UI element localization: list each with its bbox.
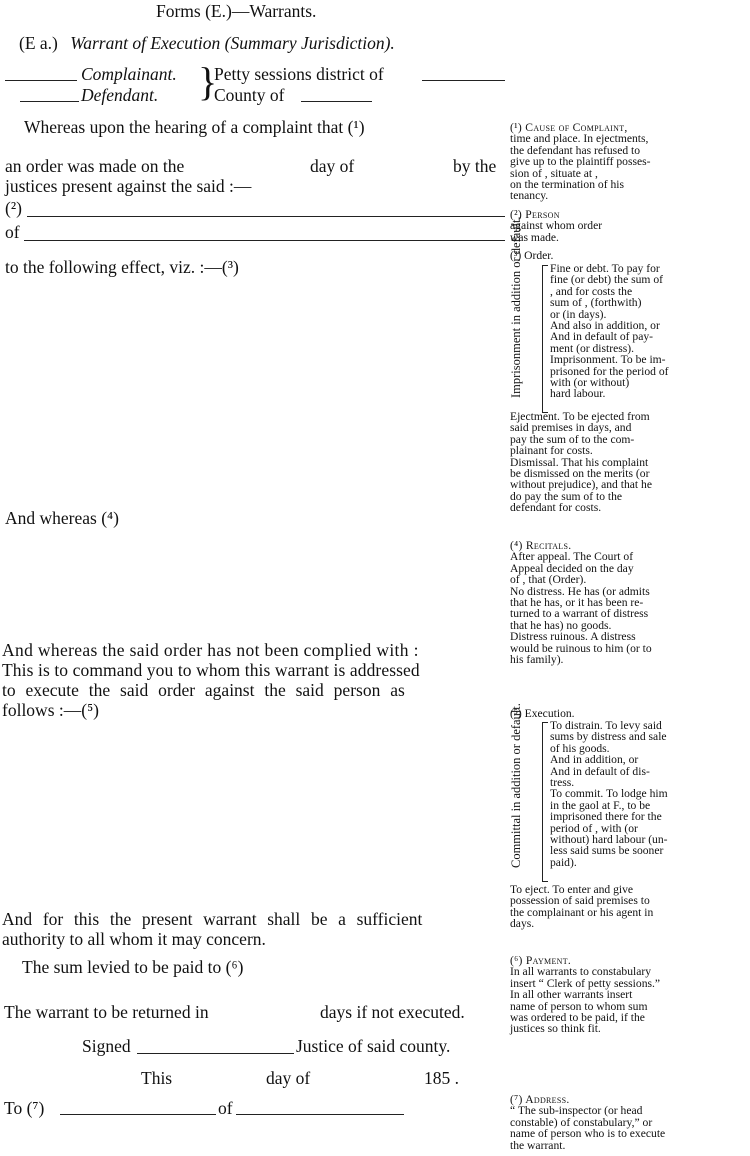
note-line: time and place. In ejectments, bbox=[510, 132, 649, 146]
ref-2: (²) bbox=[5, 198, 22, 218]
form-code: (E a.) bbox=[19, 33, 58, 53]
note-line: Imprisonment. To be im- bbox=[550, 353, 666, 367]
note-5-brace bbox=[542, 722, 548, 882]
note-line: give up to the plaintiff posses- bbox=[510, 155, 651, 169]
note-1-lines bbox=[510, 133, 651, 201]
note-line: And in default of dis- bbox=[550, 764, 650, 778]
note-line: name of person who is to execute bbox=[510, 1127, 666, 1141]
form-heading bbox=[19, 33, 395, 53]
person-blank bbox=[27, 216, 505, 217]
note-line: his family). bbox=[510, 653, 564, 667]
note-line: sum of , (forthwith) bbox=[550, 296, 642, 310]
addressee-blank bbox=[60, 1114, 216, 1115]
note-3-brace bbox=[542, 265, 548, 413]
returned-text: The warrant to be returned in bbox=[4, 1002, 209, 1022]
note-line: be dismissed on the merits (or bbox=[510, 467, 650, 481]
complainant-label: Complainant. bbox=[81, 64, 177, 84]
command-line-1: This is to command you to whom this warrant is addressed bbox=[2, 660, 420, 680]
note-line: And in default of pay- bbox=[550, 330, 654, 344]
note-line: insert “ Clerk of petty sessions.” bbox=[510, 976, 661, 990]
note-5-lines bbox=[510, 884, 653, 930]
day-of-text: day of bbox=[310, 156, 355, 176]
order-made-text: an order was made on the bbox=[5, 156, 185, 176]
signature-blank bbox=[137, 1053, 294, 1054]
note-line: of , that (Order). bbox=[510, 573, 587, 587]
note-line: Dismissal. That his complaint bbox=[510, 455, 649, 469]
note-line: ment (or distress). bbox=[550, 341, 635, 355]
note-line: To distrain. To levy said bbox=[550, 719, 662, 732]
days-not-executed-text: days if not executed. bbox=[320, 1002, 465, 1022]
by-the-text: by the bbox=[453, 156, 497, 176]
note-line: name of person to whom sum bbox=[510, 999, 648, 1013]
note-line: said premises in days, and bbox=[510, 421, 632, 435]
note-line: And in addition, or bbox=[550, 753, 639, 767]
to-addressee: To (⁷) bbox=[4, 1098, 45, 1118]
note-line: Appeal decided on the day bbox=[510, 561, 634, 575]
note-line: of his goods. bbox=[550, 741, 610, 755]
district-label: Petty sessions district of bbox=[214, 64, 384, 84]
note-line: do pay the sum of to the bbox=[510, 489, 623, 503]
command-line-3: follows :—(⁵) bbox=[2, 700, 99, 720]
page-title: Forms (E.)—Warrants. bbox=[156, 1, 317, 21]
note-line: In all warrants to constabulary bbox=[510, 965, 652, 979]
note-line: In all other warrants insert bbox=[510, 988, 633, 1002]
note-line: fine (or debt) the sum of bbox=[550, 273, 664, 287]
note-line: Fine or debt. To pay for bbox=[550, 262, 660, 275]
county-label: County of bbox=[214, 85, 285, 105]
note-line: , and for costs the bbox=[550, 284, 633, 298]
year-text: 185 . bbox=[424, 1068, 459, 1088]
note-line: plainant for costs. bbox=[510, 444, 593, 458]
note-line: sums by distress and sale bbox=[550, 730, 667, 744]
note-6: (⁶) Payment. In all warrants to constabulary insert “ Clerk of petty sessions.” In all other warrants insert name of person to whom sum was ordered to be paid, if the justices so think fit. bbox=[510, 954, 661, 1036]
justices-text: justices present against the said :— bbox=[5, 176, 252, 196]
note-line: No distress. He has (or admits bbox=[510, 584, 650, 598]
note-line: paid). bbox=[550, 855, 577, 869]
note-line: days. bbox=[510, 917, 535, 931]
note-line: the complainant or his agent in bbox=[510, 905, 654, 919]
sufficient-line-2: authority to all whom it may concern. bbox=[2, 929, 266, 949]
note-line: without) hard labour (un- bbox=[550, 833, 668, 847]
note-line: After appeal. The Court of bbox=[510, 550, 634, 564]
and-whereas-recital: And whereas (⁴) bbox=[5, 508, 119, 528]
note-line: on the termination of his bbox=[510, 178, 624, 192]
note-line: To commit. To lodge him bbox=[550, 787, 668, 801]
note-1: (¹) Cause of Complaint, time and place. In ejectments, the defendant has refused to give up to the plaintiff posses- sion of , situate at , on the termination of his tenancy. bbox=[510, 121, 651, 203]
defendant-label: Defendant. bbox=[81, 85, 159, 105]
note-5-brace-lines bbox=[550, 720, 668, 868]
note-line: constable) of constabulary,” or bbox=[510, 1115, 653, 1129]
note-line: And also in addition, or bbox=[550, 319, 660, 333]
note-line: that he has, or it has been re- bbox=[510, 596, 644, 610]
note-line: that he has) no goods. bbox=[510, 618, 612, 632]
following-effect: to the following effect, viz. :—(³) bbox=[5, 257, 239, 277]
note-line: defendant for costs. bbox=[510, 501, 602, 515]
note-line: Distress ruinous. A distress bbox=[510, 630, 636, 644]
signed-label: Signed bbox=[82, 1036, 131, 1056]
note-3-lines bbox=[510, 411, 652, 514]
this-text: This bbox=[141, 1068, 173, 1088]
command-line-2: to execute the said order against the said person as bbox=[2, 680, 405, 700]
note-3-side-label: Imprisonment in addition or default. bbox=[509, 216, 523, 398]
note-line: period of , with (or bbox=[550, 821, 638, 835]
note-line: without prejudice), and that he bbox=[510, 478, 652, 492]
address-blank bbox=[24, 240, 505, 241]
note-line: justices so think fit. bbox=[510, 1022, 601, 1036]
note-line: less said sums be sooner bbox=[550, 844, 664, 858]
note-line: prisoned for the period of bbox=[550, 364, 669, 378]
date-day-of: day of bbox=[266, 1068, 311, 1088]
note-line: tress. bbox=[550, 776, 575, 790]
note-2: (²) Person against whom order was made. bbox=[510, 208, 603, 244]
note-line: hard labour. bbox=[550, 387, 606, 401]
note-line: in the gaol at F., to be bbox=[550, 798, 651, 812]
of-text: of bbox=[5, 222, 20, 242]
party-brace: } bbox=[198, 59, 218, 104]
district-blank bbox=[422, 80, 505, 81]
sufficient-line-1: And for this the present warrant shall be a sufficient bbox=[2, 909, 423, 929]
note-line: pay the sum of to the com- bbox=[510, 432, 635, 446]
note-line: against whom order bbox=[510, 219, 603, 233]
note-line: Ejectment. To be ejected from bbox=[510, 410, 650, 423]
note-line: the warrant. bbox=[510, 1138, 566, 1152]
defendant-blank bbox=[20, 101, 79, 102]
note-line: “ The sub-inspector (or head bbox=[510, 1104, 643, 1118]
complainant-blank bbox=[5, 80, 77, 81]
note-3-head: (³) Order. bbox=[510, 249, 554, 262]
note-line: was made. bbox=[510, 230, 559, 244]
whereas-complaint: Whereas upon the hearing of a complaint that (¹) bbox=[24, 117, 365, 137]
note-line: tenancy. bbox=[510, 189, 549, 203]
note-4: (⁴) Recitals. After appeal. The Court of Appeal decided on the day of , that (Order). No distress. He has (or admits that he has, or it has been re- turned to a warrant of distress that he has) no goods. Distress ruinous. A distress would be ruinous to him (or to his family). bbox=[510, 539, 652, 667]
note-5-head: (⁵) Execution. bbox=[510, 707, 575, 720]
of-addressee: of bbox=[218, 1098, 233, 1118]
note-line: turned to a warrant of distress bbox=[510, 607, 649, 621]
note-3-brace-lines bbox=[550, 263, 668, 400]
justice-text: Justice of said county. bbox=[296, 1036, 451, 1056]
addressee-place-blank bbox=[236, 1114, 404, 1115]
county-blank bbox=[301, 101, 372, 102]
form-title: Warrant of Execution (Summary Jurisdiction). bbox=[70, 33, 395, 53]
note-7: (⁷) Address. “ The sub-inspector (or head constable) of constabulary,” or name of person who is to execute the warrant. bbox=[510, 1093, 666, 1152]
note-line: possession of said premises to bbox=[510, 894, 650, 908]
note-line: To eject. To enter and give bbox=[510, 883, 634, 896]
not-complied-text: And whereas the said order has not been complied with : bbox=[2, 640, 419, 660]
note-line: with (or without) bbox=[550, 376, 630, 390]
note-line: or (in days). bbox=[550, 307, 607, 321]
sum-levied-text: The sum levied to be paid to (⁶) bbox=[22, 957, 244, 977]
note-5-side-label: Committal in addition or default. bbox=[509, 703, 523, 868]
note-line: was ordered to be paid, if the bbox=[510, 1011, 645, 1025]
note-line: would be ruinous to him (or to bbox=[510, 641, 652, 655]
note-line: the defendant has refused to bbox=[510, 143, 641, 157]
note-line: sion of , situate at , bbox=[510, 166, 598, 180]
note-line: imprisoned there for the bbox=[550, 810, 662, 824]
